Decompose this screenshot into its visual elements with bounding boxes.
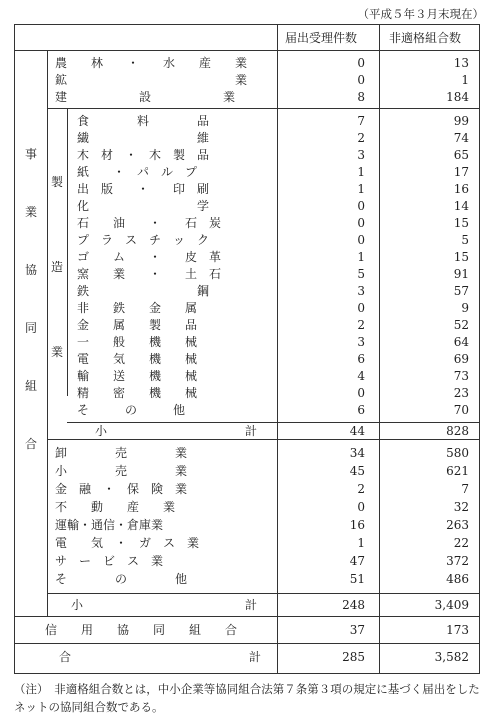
row-label: 卸 売 業	[55, 446, 188, 460]
row-value-ineligible: 73	[453, 369, 469, 383]
header-accepted-count: 届出受理件数	[285, 31, 358, 45]
row-label: そ の 他	[55, 572, 188, 586]
row-value-accepted: 7	[357, 114, 365, 128]
subtotal-accepted: 248	[342, 598, 365, 612]
row-value-ineligible: 580	[446, 446, 469, 460]
row-label: 石 油 ・ 石 炭	[77, 216, 222, 230]
row-label: 鉱 業	[55, 73, 248, 87]
row-value-accepted: 5	[357, 267, 365, 281]
row-value-accepted: 6	[357, 352, 365, 366]
subtotal-label-left: 小	[71, 598, 84, 612]
row-label: 不 動 産 業	[55, 500, 176, 514]
header-rule	[15, 50, 479, 51]
row-value-ineligible: 621	[446, 464, 469, 478]
row-value-ineligible: 13	[453, 56, 469, 70]
footnote: （注） 非適格組合数とは，中小企業等協同組合法第７条第３項の規定に基づく届出をしたネットの協同組合数である。	[14, 682, 480, 714]
mfg-subtotal-label-left: 小	[95, 424, 108, 438]
subtotal-ineligible: 3,409	[434, 598, 469, 612]
row-label: 食 料 品	[77, 114, 210, 128]
total-label-left: 合	[59, 650, 72, 664]
row-label: 輸 送 機 械	[77, 369, 198, 383]
total-ineligible: 3,582	[434, 650, 469, 664]
row-value-ineligible: 263	[446, 518, 469, 532]
row-label: ゴ ム ・ 皮 革	[77, 250, 222, 264]
credit-cooperative-label: 信 用 協 同 組 合	[45, 623, 238, 637]
total-label-right: 計	[249, 650, 262, 664]
row-label: そ の 他	[77, 403, 186, 417]
column-divider-values	[379, 25, 380, 673]
row-value-ineligible: 9	[461, 301, 469, 315]
row-value-ineligible: 15	[453, 216, 469, 230]
manufacturing-column-divider	[67, 108, 68, 396]
row-label: 電 気 ・ ガ ス 業	[55, 536, 200, 550]
row-label: 木 材 ・ 木 製 品	[77, 148, 210, 162]
row-value-accepted: 1	[357, 250, 365, 264]
row-value-ineligible: 74	[453, 131, 469, 145]
row-value-accepted: 1	[357, 182, 365, 196]
category-label-char: 業	[50, 345, 63, 359]
column-divider-label	[277, 25, 278, 673]
row-value-accepted: 1	[357, 536, 365, 550]
row-value-accepted: 47	[349, 554, 365, 568]
mfg-subtotal-accepted: 44	[349, 424, 365, 438]
row-value-accepted: 1	[357, 165, 365, 179]
row-value-accepted: 0	[357, 386, 365, 400]
row-value-ineligible: 69	[453, 352, 469, 366]
category-label-char: 事	[24, 147, 37, 161]
rule-total-top	[15, 643, 479, 644]
row-value-accepted: 45	[349, 464, 365, 478]
row-value-ineligible: 15	[453, 250, 469, 264]
row-label: 精 密 機 械	[77, 386, 198, 400]
row-value-accepted: 3	[357, 284, 365, 298]
row-value-ineligible: 14	[453, 199, 469, 213]
row-label: 化 学	[77, 199, 210, 213]
row-label: 出 版 ・ 印 刷	[77, 182, 210, 196]
row-value-ineligible: 184	[446, 90, 469, 104]
row-label: 金 属 製 品	[77, 318, 198, 332]
row-label: サ ー ビ ス 業	[55, 554, 164, 568]
row-label: 一 般 機 械	[77, 335, 198, 349]
row-value-accepted: 0	[357, 233, 365, 247]
mfg-subtotal-ineligible: 828	[446, 424, 469, 438]
row-label: 金 融 ・ 保 険 業	[55, 482, 188, 496]
row-label: 非 鉄 金 属	[77, 301, 198, 315]
category-label-char: 協	[24, 263, 37, 277]
row-value-accepted: 0	[357, 216, 365, 230]
category-label-char: 製	[50, 175, 63, 189]
row-value-ineligible: 65	[453, 148, 469, 162]
category-label-char: 組	[24, 379, 37, 393]
row-value-accepted: 0	[357, 301, 365, 315]
category-label-char: 業	[24, 205, 37, 219]
table-caption-date: （平成５年３月末現在）	[357, 7, 484, 21]
rule-subtotal-top	[47, 593, 479, 594]
row-value-accepted: 3	[357, 148, 365, 162]
credit-cooperative-accepted: 37	[349, 623, 365, 637]
row-value-ineligible: 99	[453, 114, 469, 128]
row-label: プ ラ ス チ ッ ク	[77, 233, 210, 247]
row-value-ineligible: 7	[461, 482, 469, 496]
row-label: 鉄 鋼	[77, 284, 210, 298]
credit-cooperative-ineligible: 173	[446, 623, 469, 637]
rule-subtotal-bottom	[15, 616, 479, 617]
row-label: 農 林 ・ 水 産 業	[55, 56, 248, 70]
row-value-accepted: 2	[357, 131, 365, 145]
statistics-table	[14, 24, 480, 674]
row-value-accepted: 0	[357, 56, 365, 70]
rule-after-construction	[47, 108, 479, 109]
row-label: 小 売 業	[55, 464, 188, 478]
row-value-ineligible: 91	[453, 267, 469, 281]
row-label: 繊 維	[77, 131, 210, 145]
row-value-ineligible: 16	[453, 182, 469, 196]
row-value-ineligible: 372	[446, 554, 469, 568]
row-value-ineligible: 52	[453, 318, 469, 332]
row-value-ineligible: 57	[453, 284, 469, 298]
category-label-char: 造	[50, 260, 63, 274]
row-value-ineligible: 64	[453, 335, 469, 349]
row-value-accepted: 2	[357, 482, 365, 496]
header-ineligible-count: 非適格組合数	[389, 31, 462, 45]
row-value-ineligible: 22	[453, 536, 469, 550]
row-label: 運輸・通信・倉庫業	[55, 518, 164, 532]
row-value-ineligible: 486	[446, 572, 469, 586]
category-column-divider	[47, 50, 48, 616]
row-value-ineligible: 17	[453, 165, 469, 179]
row-label: 紙 ・ パ ル プ	[77, 165, 198, 179]
row-value-accepted: 0	[357, 199, 365, 213]
row-label: 建 設 業	[55, 90, 236, 104]
row-value-accepted: 16	[349, 518, 365, 532]
mfg-subtotal-label-right: 計	[245, 424, 258, 438]
row-value-accepted: 8	[357, 90, 365, 104]
row-value-accepted: 3	[357, 335, 365, 349]
row-value-ineligible: 70	[453, 403, 469, 417]
category-label-char: 合	[24, 437, 37, 451]
row-value-accepted: 0	[357, 73, 365, 87]
row-value-ineligible: 5	[461, 233, 469, 247]
row-label: 窯 業 ・ 土 石	[77, 267, 222, 281]
row-value-accepted: 51	[349, 572, 365, 586]
category-label-char: 同	[24, 321, 37, 335]
row-value-accepted: 0	[357, 500, 365, 514]
row-label: 電 気 機 械	[77, 352, 198, 366]
row-value-ineligible: 32	[453, 500, 469, 514]
row-value-ineligible: 1	[461, 73, 469, 87]
row-value-accepted: 2	[357, 318, 365, 332]
row-value-ineligible: 23	[453, 386, 469, 400]
category-label-jigyo-kyodo-kumiai	[24, 145, 38, 493]
row-value-accepted: 4	[357, 369, 365, 383]
category-label-seizogyo	[50, 173, 64, 428]
row-value-accepted: 34	[349, 446, 365, 460]
row-value-accepted: 6	[357, 403, 365, 417]
subtotal-label-right: 計	[245, 598, 258, 612]
total-accepted: 285	[342, 650, 365, 664]
